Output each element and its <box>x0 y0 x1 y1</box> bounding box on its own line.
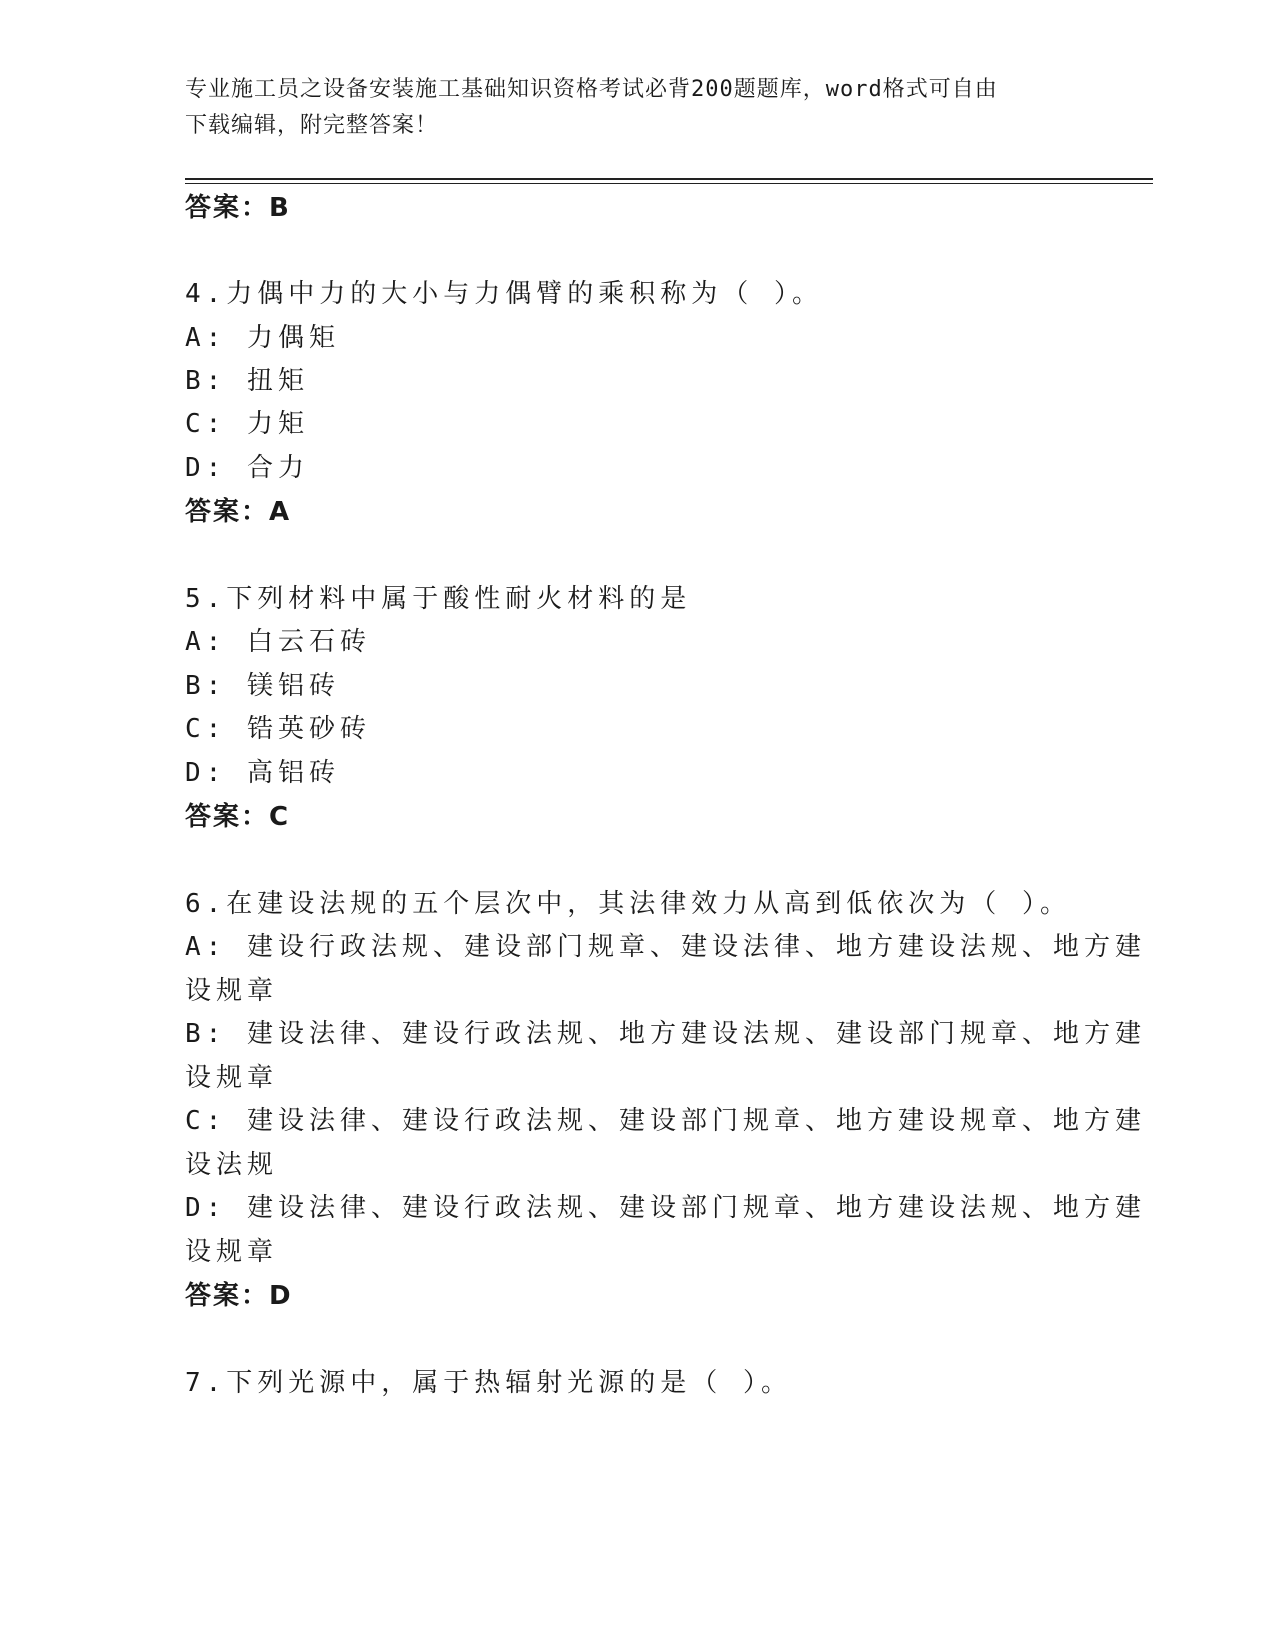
answer-q5: 答案：C <box>185 802 291 832</box>
q4-option-a: A: 力偶矩 <box>185 323 340 353</box>
header-divider-thin <box>185 183 1153 184</box>
q6-option-d: D: 建设法律、建设行政法规、建设部门规章、地方建设法规、地方建 <box>185 1193 1146 1223</box>
q6-option-c: C: 建设法律、建设行政法规、建设部门规章、地方建设规章、地方建 <box>185 1106 1146 1136</box>
question-6: 6.在建设法规的五个层次中，其法律效力从高到低依次为（ ）。 <box>185 889 1071 919</box>
header-divider-thick <box>185 178 1153 180</box>
question-4: 4.力偶中力的大小与力偶臂的乘积称为（ ）。 <box>185 279 823 309</box>
q5-option-b: B: 镁铝砖 <box>185 671 340 701</box>
q5-option-d: D: 高铝砖 <box>185 758 340 788</box>
q6-option-d-cont: 设规章 <box>185 1237 279 1267</box>
answer-q3: 答案：B <box>185 193 291 223</box>
document-header <box>185 72 1065 144</box>
answer-q6: 答案：D <box>185 1281 293 1311</box>
question-5: 5.下列材料中属于酸性耐火材料的是 <box>185 584 692 614</box>
q4-option-b: B: 扭矩 <box>185 366 309 396</box>
q6-option-a-cont: 设规章 <box>185 976 279 1006</box>
question-7: 7.下列光源中，属于热辐射光源的是（ ）。 <box>185 1368 792 1398</box>
q4-option-d: D: 合力 <box>185 453 309 483</box>
q5-option-a: A: 白云石砖 <box>185 627 371 657</box>
q6-option-a: A: 建设行政法规、建设部门规章、建设法律、地方建设法规、地方建 <box>185 932 1146 962</box>
q6-option-b: B: 建设法律、建设行政法规、地方建设法规、建设部门规章、地方建 <box>185 1019 1146 1049</box>
header-line-2: 下载编辑，附完整答案！ <box>185 113 439 138</box>
answer-q4: 答案：A <box>185 497 292 527</box>
q6-option-b-cont: 设规章 <box>185 1063 279 1093</box>
q6-option-c-cont: 设法规 <box>185 1150 279 1180</box>
q4-option-c: C: 力矩 <box>185 409 309 439</box>
header-line-1: 专业施工员之设备安装施工基础知识资格考试必背200题题库，word格式可自由 <box>185 77 998 102</box>
q5-option-c: C: 锆英砂砖 <box>185 714 371 744</box>
